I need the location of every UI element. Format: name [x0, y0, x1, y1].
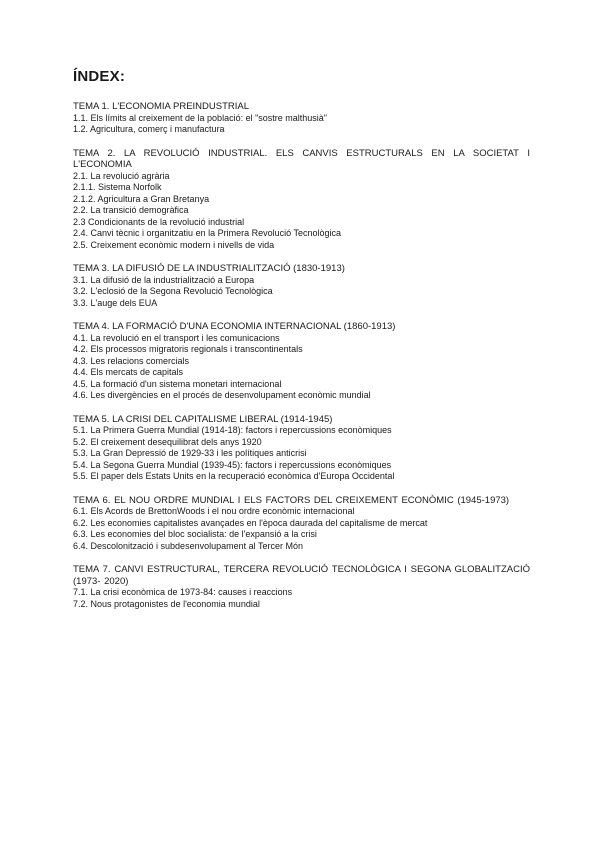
toc-entry: 5.1. La Primera Guerra Mundial (1914-18): factors i repercussions econòmiques — [73, 425, 392, 435]
toc-entry: 5.5. El paper dels Estats Units en la recuperació econòmica d'Europa Occidental — [73, 471, 395, 481]
section-heading: TEMA 6. EL NOU ORDRE MUNDIAL I ELS FACTORS DEL CREIXEMENT ECONÒMIC (1945-1973) — [73, 494, 510, 506]
toc-section — [73, 564, 530, 610]
toc-entry: 4.1. La revolució en el transport i les comunicacions — [73, 332, 280, 343]
toc-entry: 2.1.2. Agricultura a Gran Bretanya — [73, 193, 210, 204]
toc-section — [73, 414, 530, 483]
toc-entry: 4.4. Els mercats de capitals — [73, 367, 184, 377]
toc-entry: 7.2. Nous protagonistes de l'economia mundial — [73, 598, 260, 609]
toc-entry: 4.3. Les relacions comercials — [73, 355, 190, 366]
toc-entry: 4.6. Les divergències en el procés de desenvolupament econòmic mundial — [73, 390, 371, 400]
table-of-contents — [73, 101, 530, 610]
section-heading: TEMA 4. LA FORMACIÓ D'UNA ECONOMIA INTERNACIONAL (1860-1913) — [73, 321, 396, 332]
toc-entry: 2.1. La revolució agrària — [73, 170, 170, 181]
toc-entry: 5.4. La Segona Guerra Mundial (1939-45): factors i repercussions econòmiques — [73, 459, 392, 470]
section-heading: TEMA 1. L'ECONOMIA PREINDUSTRIAL — [73, 101, 250, 112]
page-title: ÍNDEX: — [73, 68, 126, 85]
toc-section — [73, 148, 530, 252]
toc-entry: 2.3 Condicionants de la revolució industrial — [73, 216, 245, 227]
toc-entry: 5.2. El creixement desequilibrat dels anys 1920 — [73, 436, 262, 447]
toc-section — [73, 495, 530, 553]
toc-entry: 3.3. L'auge dels EUA — [73, 297, 158, 308]
section-heading: TEMA 7. CANVI ESTRUCTURAL, TERCERA REVOLUCIÓ TECNOLÒGICA I SEGONA GLOBALITZACIÓ (1973- 2020) — [73, 564, 530, 587]
toc-entry: 1.1. Els límits al creixement de la població: el "sostre malthusià" — [73, 112, 327, 123]
toc-entry: 6.4. Descolonització i subdesenvolupament al Tercer Món — [73, 540, 303, 551]
toc-entry: 5.3. La Gran Depressió de 1929-33 i les polítiques anticrisi — [73, 448, 307, 458]
toc-section — [73, 263, 530, 309]
toc-entry: 3.2. L'eclosió de la Segona Revolució Tecnològica — [73, 286, 273, 296]
toc-section — [73, 321, 530, 402]
section-heading: TEMA 2. LA REVOLUCIÓ INDUSTRIAL. ELS CANVIS ESTRUCTURALS EN LA SOCIETAT I L'ECONOMIA — [73, 147, 530, 170]
section-heading: TEMA 5. LA CRISI DEL CAPITALISME LIBERAL (1914-1945) — [73, 413, 333, 425]
toc-section — [73, 101, 530, 136]
toc-entry: 6.1. Els Acords de BrettonWoods i el nou ordre econòmic internacional — [73, 506, 355, 516]
toc-entry: 2.1.1. Sistema Norfolk — [73, 182, 162, 192]
toc-entry: 3.1. La difusió de la industrialització a Europa — [73, 274, 255, 285]
toc-entry: 2.5. Creixement econòmic modern i nivells de vida — [73, 239, 275, 250]
toc-entry: 6.3. Les economies del bloc socialista: de l'expansió a la crisi — [73, 529, 317, 539]
toc-entry: 7.1. La crisi econòmica de 1973-84: causes i reaccions — [73, 587, 293, 597]
toc-entry: 4.2. Els processos migratoris regionals i transcontinentals — [73, 344, 303, 354]
toc-entry: 2.4. Canvi tècnic i organitzatiu en la Primera Revolució Tecnològica — [73, 228, 341, 238]
toc-entry: 4.5. La formació d'un sistema monetari internacional — [73, 378, 282, 389]
toc-entry: 6.2. Les economies capitalistes avançades en l'època daurada del capitalisme de mercat — [73, 517, 428, 528]
section-heading: TEMA 3. LA DIFUSIÓ DE LA INDUSTRIALITZACIÓ (1830-1913) — [73, 263, 345, 274]
toc-entry: 2.2. La transició demogràfica — [73, 205, 189, 215]
toc-entry: 1.2. Agricultura, comerç i manufactura — [73, 124, 225, 134]
